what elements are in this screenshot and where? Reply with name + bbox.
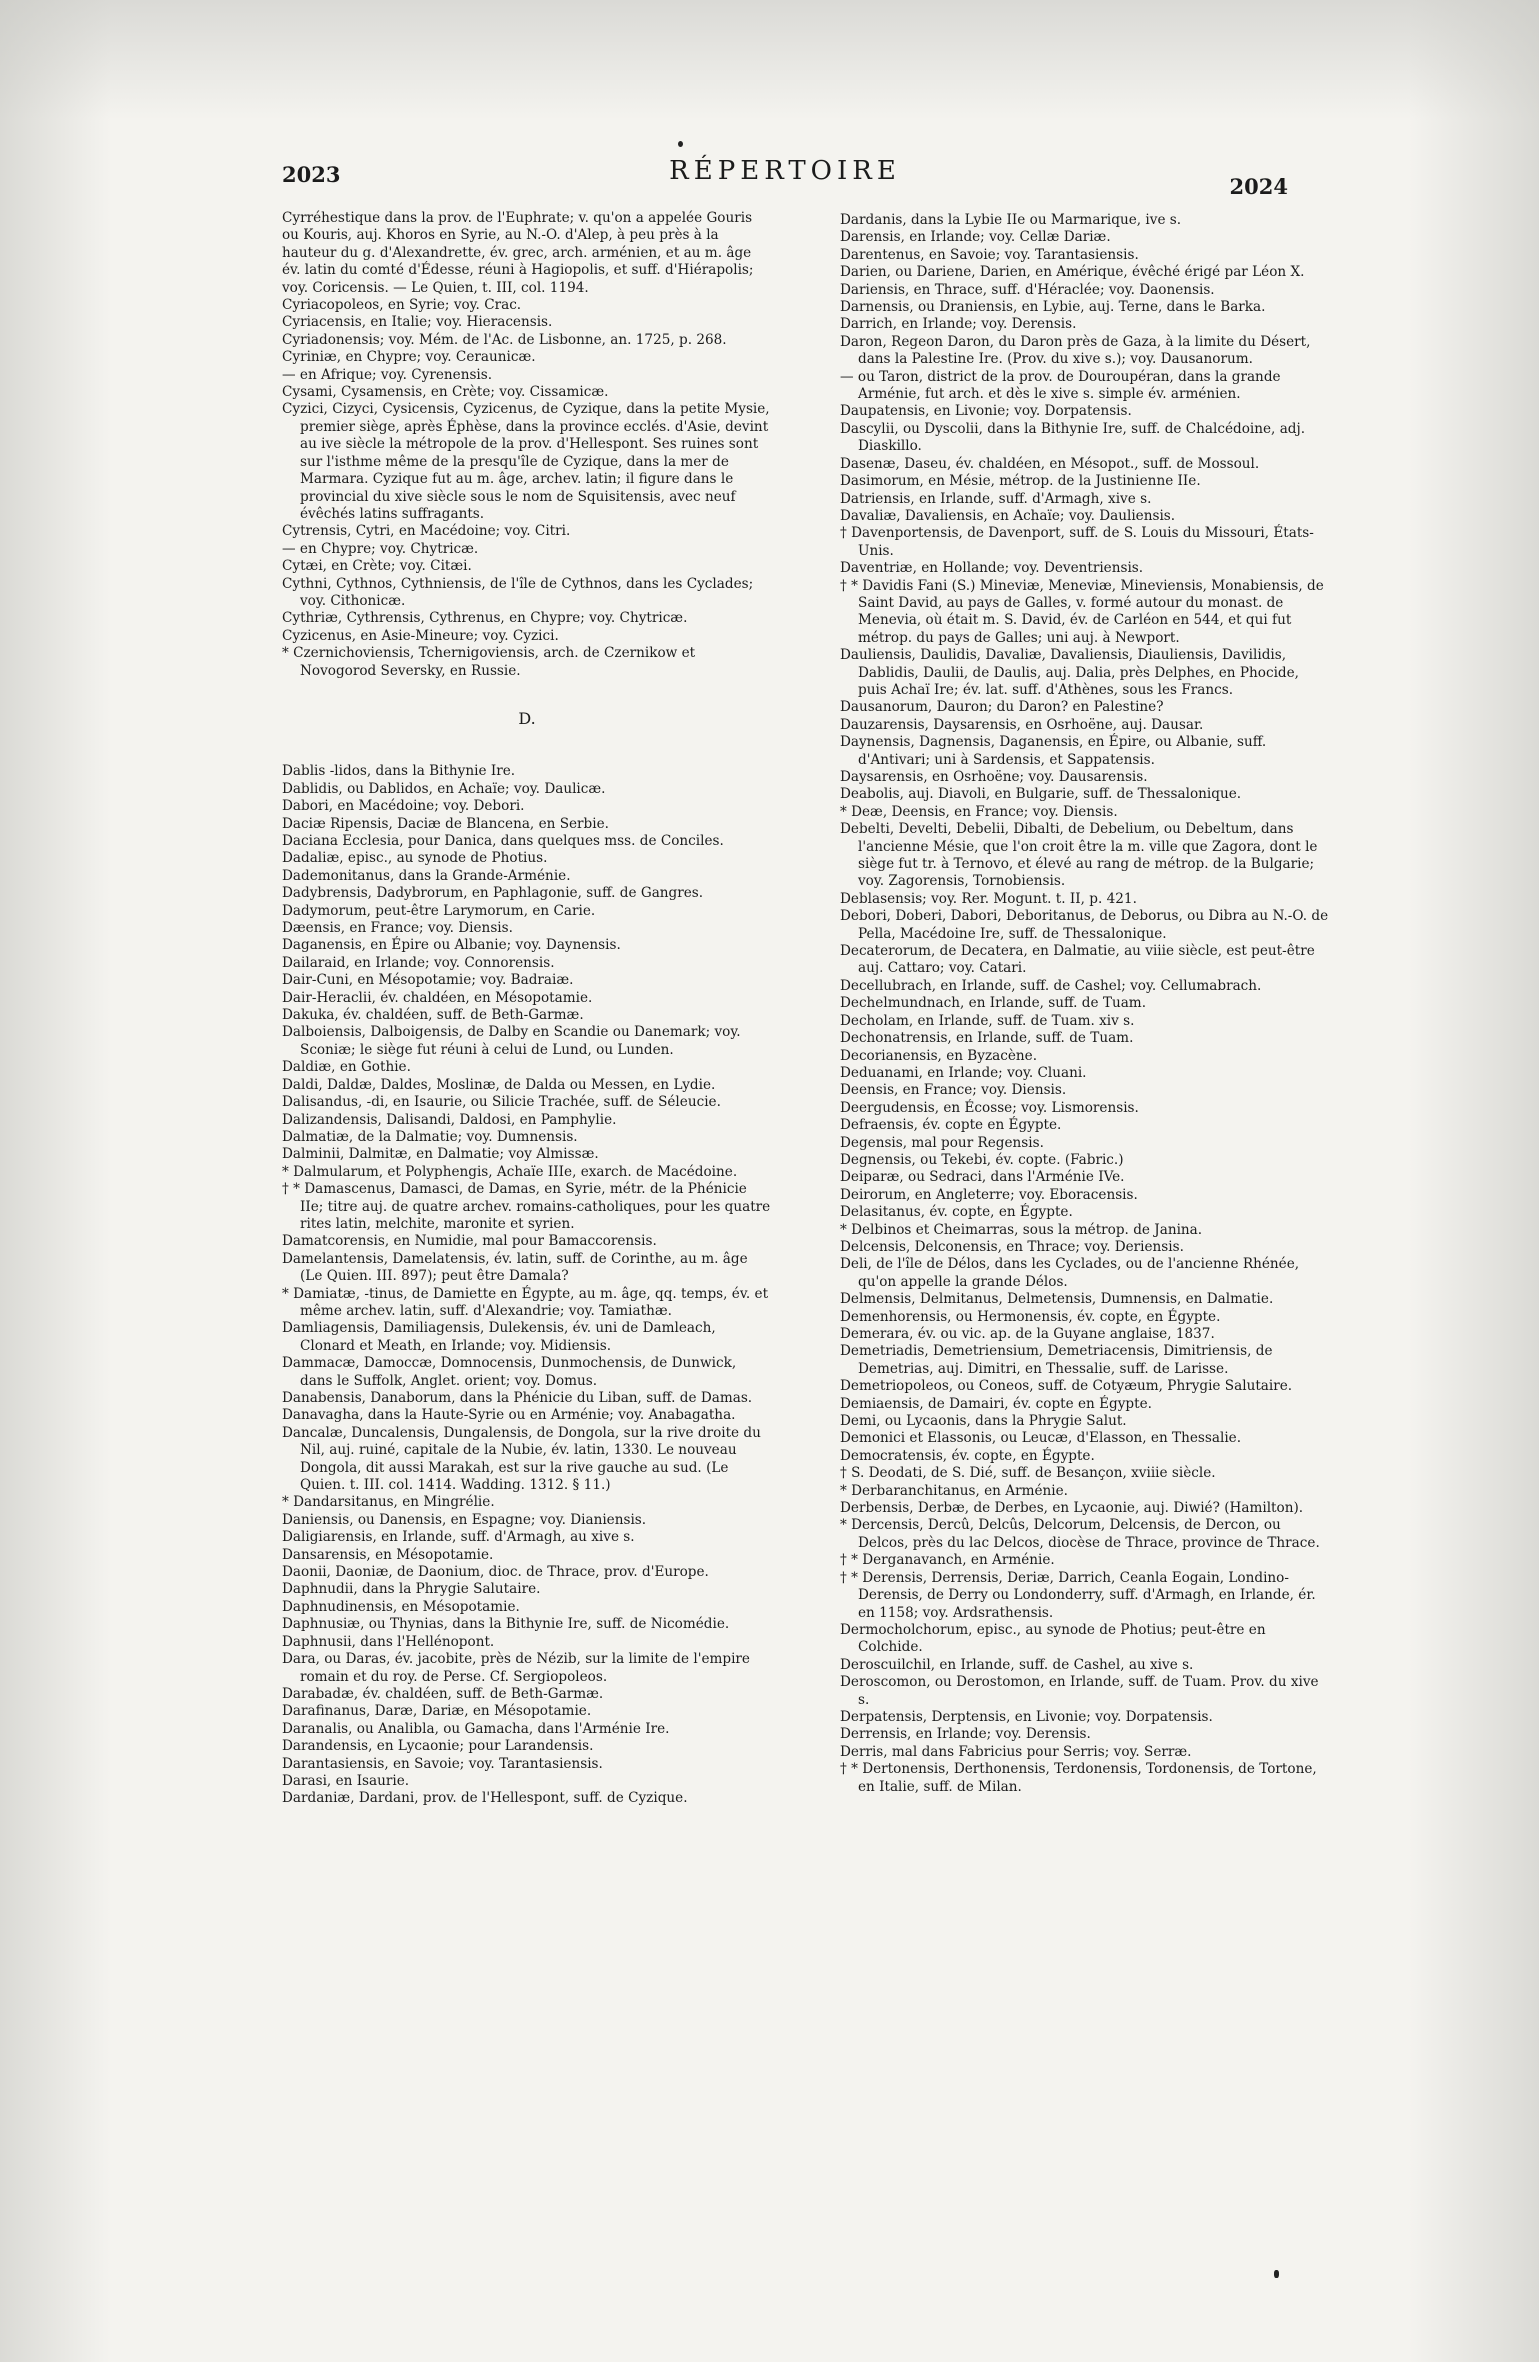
dictionary-entry: Dair-Heraclii, év. chaldéen, en Mésopotamie. — [282, 989, 593, 1006]
dictionary-entry: Darensis, en Irlande; voy. Cellæ Dariæ. — [840, 229, 1111, 246]
dictionary-entry: Dechelmundnach, en Irlande, suff. de Tuam. — [840, 995, 1147, 1012]
dictionary-entry: Delmensis, Delmitanus, Delmetensis, Dumnensis, en Dalmatie. — [840, 1291, 1274, 1308]
dictionary-entry: Cyriacensis, en Italie; voy. Hieracensis. — [282, 314, 553, 331]
dictionary-entry: Dardaniæ, Dardani, prov. de l'Hellespont, suff. de Cyzique. — [282, 1790, 688, 1807]
dictionary-entry: Decholam, en Irlande, suff. de Tuam. xiv s. — [840, 1012, 1135, 1029]
dictionary-entry: * Derbaranchitanus, en Arménie. — [840, 1482, 1068, 1499]
dictionary-entry: * Deæ, Deensis, en France; voy. Diensis. — [840, 803, 1118, 820]
section-heading: D. — [518, 708, 536, 728]
dictionary-entry: Dabori, en Macédoine; voy. Debori. — [282, 798, 525, 815]
dictionary-entry: Daonii, Daoniæ, de Daonium, dioc. de Thrace, prov. d'Europe. — [282, 1564, 709, 1581]
dictionary-entry: Debori, Doberi, Dabori, Deboritanus, de Deborus, ou Dibra au N.-O. de Pella, Macédoine Ire, suff. de Thessalonique. — [840, 908, 1329, 942]
dictionary-entry: Cythni, Cythnos, Cythniensis, de l'île de Cythnos, dans les Cyclades; voy. Cithonicæ. — [282, 575, 754, 609]
dictionary-entry: * Damiatæ, -tinus, de Damiette en Égypte, au m. âge, qq. temps, év. et même archev. latin, suff. d'Alexandrie; voy. Tamiathæ. — [282, 1285, 769, 1319]
dictionary-entry: Dammacæ, Damoccæ, Domnocensis, Dunmochensis, de Dunwick, dans le Suffolk, Anglet. orient; voy. Domus. — [282, 1355, 737, 1389]
running-title: RÉPERTOIRE — [669, 156, 901, 186]
dictionary-entry: * Czernichoviensis, Tchernigoviensis, arch. de Czernikow et Novogorod Seversky, en Russie. — [282, 645, 696, 679]
scan-border-right — [1409, 0, 1539, 2362]
dictionary-entry: Deirorum, en Angleterre; voy. Eboracensis. — [840, 1186, 1138, 1203]
dictionary-entry: Daupatensis, en Livonie; voy. Dorpatensis. — [840, 403, 1132, 420]
dictionary-entry: Dascylii, ou Dyscolii, dans la Bithynie Ire, suff. de Chalcédoine, adj. Diaskillo. — [840, 420, 1306, 455]
dictionary-entry: Dausanorum, Dauron; du Daron? en Palestine? — [840, 699, 1164, 716]
entry-list-d-continued — [840, 212, 1332, 1796]
ink-speck — [678, 141, 683, 147]
dictionary-entry: * Dandarsitanus, en Mingrélie. — [282, 1494, 495, 1511]
dictionary-entry: Decorianensis, en Byzacène. — [840, 1047, 1038, 1064]
dictionary-entry: Daciæ Ripensis, Daciæ de Blancena, en Serbie. — [282, 815, 609, 832]
dictionary-entry: Defraensis, év. copte en Égypte. — [840, 1117, 1062, 1134]
dictionary-entry: Dalmatiæ, de la Dalmatie; voy. Dumnensis. — [282, 1128, 578, 1145]
dictionary-entry: Davaliæ, Davaliensis, en Achaïe; voy. Dauliensis. — [840, 507, 1176, 524]
dictionary-entry: Dauzarensis, Daysarensis, en Osrhoëne, auj. Dausar. — [840, 716, 1204, 733]
dictionary-entry: Dauliensis, Daulidis, Davaliæ, Davaliensis, Diauliensis, Davilidis, Dablidis, Daulii, de Daulis, auj. Dalia, près Delphes, en Phocide, puis Achaï Ire; év. lat. suff. d'Athènes, sous les Francs. — [840, 647, 1300, 698]
dictionary-entry: Daynensis, Dagnensis, Daganensis, en Épire, ou Albanie, suff. d'Antivari; uni à Sardensis, et Sappatensis. — [840, 734, 1267, 768]
dictionary-entry: Demonici et Elassonis, ou Leucæ, d'Elasson, en Thessalie. — [840, 1430, 1242, 1447]
dictionary-entry: Daphnudii, dans la Phrygie Salutaire. — [282, 1581, 541, 1598]
dictionary-entry: Dadymorum, peut-être Larymorum, en Carie. — [282, 902, 596, 919]
dictionary-entry: Demerara, év. ou vic. ap. de la Guyane anglaise, 1837. — [840, 1326, 1215, 1342]
dictionary-entry: Deabolis, auj. Diavoli, en Bulgarie, suff. de Thessalonique. — [840, 786, 1242, 803]
entry-list-c — [282, 297, 772, 680]
dictionary-entry: Deiparæ, ou Sedraci, dans l'Arménie IVe. — [840, 1169, 1125, 1186]
dictionary-entry: Deroscomon, ou Derostomon, en Irlande, suff. de Tuam. Prov. du xive s. — [840, 1674, 1319, 1708]
page-number-left: 2023 — [282, 162, 341, 187]
dictionary-entry: Deroscuilchil, en Irlande, suff. de Cashel, au xive s. — [840, 1656, 1194, 1673]
dictionary-entry: Danabensis, Danaborum, dans la Phénicie du Liban, suff. de Damas. — [282, 1390, 753, 1406]
dictionary-entry: Damelantensis, Damelatensis, év. latin, suff. de Corinthe, au m. âge (Le Quien. III. 897); peut être Damala? — [282, 1250, 748, 1285]
dictionary-entry: Cytrensis, Cytri, en Macédoine; voy. Citri. — [282, 523, 571, 540]
dictionary-entry: Darien, ou Dariene, Darien, en Amérique, évêché érigé par Léon X. — [840, 264, 1305, 281]
dictionary-entry: Delasitanus, év. copte, en Égypte. — [840, 1204, 1073, 1221]
dictionary-entry: Daphnusiæ, ou Thynias, dans la Bithynie Ire, suff. de Nicomédie. — [282, 1616, 730, 1633]
scan-border-top — [0, 0, 1539, 120]
dictionary-entry: * Dalmularum, et Polyphengis, Achaïe IIIe, exarch. de Macédoine. — [282, 1163, 738, 1180]
dictionary-entry: Dadaliæ, episc., au synode de Photius. — [282, 850, 548, 867]
dictionary-entry: Daron, Regeon Daron, du Daron près de Gaza, à la limite du Désert, dans la Palestine Ire. (Prov. du xive s.); voy. Dausanorum. — [840, 333, 1311, 368]
dictionary-entry: Demiaensis, de Damairi, év. copte en Égypte. — [840, 1395, 1152, 1412]
dictionary-entry: † * Dertonensis, Derthonensis, Terdonensis, Tordonensis, de Tortone, en Italie, suff. de Milan. — [840, 1761, 1317, 1795]
dictionary-entry: † S. Deodati, de S. Dié, suff. de Besançon, xviiie siècle. — [840, 1465, 1216, 1482]
dictionary-entry: Dermocholchorum, episc., au synode de Photius; peut-être en Colchide. — [840, 1621, 1266, 1656]
dictionary-entry: Degensis, mal pour Regensis. — [840, 1134, 1044, 1151]
dictionary-entry: Damatcorensis, en Numidie, mal pour Bamaccorensis. — [282, 1233, 657, 1250]
dictionary-entry: Deensis, en France; voy. Diensis. — [840, 1082, 1067, 1099]
dictionary-entry: Danavagha, dans la Haute-Syrie ou en Arménie; voy. Anabagatha. — [282, 1407, 736, 1424]
dictionary-entry: † * Derganavanch, en Arménie. — [840, 1552, 1055, 1569]
dictionary-entry: * Dercensis, Dercû, Delcûs, Delcorum, Delcensis, de Dercon, ou Delcos, près du lac Delcos, diocèse de Thrace, province de Thrace. — [840, 1517, 1320, 1551]
dictionary-entry: — en Afrique; voy. Cyrenensis. — [282, 366, 493, 383]
dictionary-entry: Dariensis, en Thrace, suff. d'Héraclée; voy. Daonensis. — [840, 281, 1215, 298]
scan-border-left — [0, 0, 110, 2362]
dictionary-entry: Dadybrensis, Dadybrorum, en Paphlagonie, suff. de Gangres. — [282, 885, 704, 902]
dictionary-entry: Cyzicenus, en Asie-Mineure; voy. Cyzici. — [282, 627, 559, 644]
dictionary-entry: Dancalæ, Duncalensis, Dungalensis, de Dongola, sur la rive droite du Nil, auj. ruiné, capitale de la Nubie, év. latin, 1330. Le nouveau Dongola, dit aussi Marakah, est sur la rive gauche au sud. (Le Quien. t. III. col. 1414. Wadding. 1312. § 11.) — [282, 1424, 761, 1494]
right-column — [840, 212, 1332, 1796]
dictionary-entry: Darnensis, ou Draniensis, en Lybie, auj. Terne, dans le Barka. — [840, 299, 1266, 316]
dictionary-entry: † * Damascenus, Damasci, de Damas, en Syrie, métr. de la Phénicie IIe; titre auj. de quatre archev. romains-catholiques, pour les quatre rites latin, melchite, maronite et syrien. — [282, 1181, 771, 1232]
dictionary-entry: Dasimorum, en Mésie, métrop. de la Justinienne IIe. — [840, 473, 1201, 490]
dictionary-entry: Debelti, Develti, Debelii, Dibalti, de Debelium, ou Debeltum, dans l'ancienne Mésie, que l'on croit être la m. ville que Zagora, dont le siège fut tr. à Ternovo, et élevé au rang de métrop. de la Bulgarie; voy. Zagorensis, Tornobiensis. — [840, 821, 1318, 890]
dictionary-entry: Daciana Ecclesia, pour Danica, dans quelques mss. de Conciles. — [282, 833, 724, 849]
dictionary-entry: † * Derensis, Derrensis, Deriæ, Darrich, Ceanla Eogain, Londino-Derensis, de Derry ou Londonderry, suff. d'Armagh, en Irlande, ér. en 1158; voy. Ardsrathensis. — [840, 1569, 1316, 1621]
dictionary-entry: Cyriacopoleos, en Syrie; voy. Crac. — [282, 297, 522, 314]
dictionary-entry: Dardanis, dans la Lybie IIe ou Marmarique, ive s. — [840, 212, 1182, 228]
page-number-right: 2024 — [1229, 174, 1288, 199]
dictionary-entry: Dalizandensis, Dalisandi, Daldosi, en Pamphylie. — [282, 1111, 617, 1128]
dictionary-entry: Demi, ou Lycaonis, dans la Phrygie Salut. — [840, 1413, 1127, 1430]
dictionary-entry: — ou Taron, district de la prov. de Douroupéran, dans la grande Arménie, fut arch. et dès le xive s. simple év. arménien. — [840, 368, 1281, 403]
dictionary-entry: Dakuka, év. chaldéen, suff. de Beth-Garmæ. — [282, 1007, 584, 1024]
dictionary-entry: Dailaraid, en Irlande; voy. Connorensis. — [282, 954, 555, 971]
dictionary-entry: Cytæi, en Crète; voy. Citæi. — [282, 558, 472, 575]
dictionary-entry: Darasi, en Isaurie. — [282, 1772, 410, 1789]
dictionary-entry: Dasenæ, Daseu, év. chaldéen, en Mésopot., suff. de Mossoul. — [840, 455, 1260, 472]
dictionary-entry: Demetriopoleos, ou Coneos, suff. de Cotyæum, Phrygie Salutaire. — [840, 1378, 1293, 1395]
dictionary-entry: Dalisandus, -di, en Isaurie, ou Silicie Trachée, suff. de Séleucie. — [282, 1094, 721, 1111]
dictionary-entry: Cysami, Cysamensis, en Crète; voy. Cissamicæ. — [282, 384, 609, 401]
dictionary-entry: Dalboiensis, Dalboigensis, de Dalby en Scandie ou Danemark; voy. Sconiæ; le siège fut réuni à celui de Lund, ou Lunden. — [282, 1024, 741, 1058]
dictionary-entry: Cyriniæ, en Chypre; voy. Ceraunicæ. — [282, 349, 536, 366]
dictionary-entry: Derbensis, Derbæ, de Derbes, en Lycaonie, auj. Diwié? (Hamilton). — [840, 1500, 1304, 1517]
dictionary-entry: Dansarensis, en Mésopotamie. — [282, 1546, 494, 1563]
entry-list-d — [282, 763, 772, 1807]
dictionary-entry: Deblasensis; voy. Rer. Mogunt. t. II, p. 421. — [840, 890, 1137, 907]
dictionary-entry: Darandensis, en Lycaonie; pour Larandensis. — [282, 1738, 594, 1755]
dictionary-entry: Daranalis, ou Analibla, ou Gamacha, dans l'Arménie Ire. — [282, 1720, 670, 1737]
dictionary-entry: Delcensis, Delconensis, en Thrace; voy. Deriensis. — [840, 1238, 1184, 1255]
dictionary-entry: Cyzici, Cizyci, Cysicensis, Cyzicenus, de Cyzique, dans la petite Mysie, premier siège, après Éphèse, dans la province ecclés. d'Asie, devint au ive siècle la métropole de la prov. d'Hellespont. Ses ruines sont sur l'isthme même de la presqu'île de Cyzique, dans la mer de Marmara. Cyzique fut au m. âge, archev. latin; il figure dans le provincial du xive siècle sous le nom de Squisitensis, avec neuf évêchés latins suffragants. — [282, 401, 770, 522]
dictionary-entry: Darantasiensis, en Savoie; voy. Tarantasiensis. — [282, 1755, 603, 1772]
dictionary-entry: Datriensis, en Irlande, suff. d'Armagh, xive s. — [840, 490, 1152, 507]
dictionary-entry: Derris, mal dans Fabricius pour Serris; voy. Serræ. — [840, 1743, 1192, 1760]
dictionary-entry: Dalminii, Dalmitæ, en Dalmatie; voy Almissæ. — [282, 1146, 599, 1163]
dictionary-entry: Daldi, Daldæ, Daldes, Moslinæ, de Dalda ou Messen, en Lydie. — [282, 1076, 716, 1093]
dictionary-entry: Demenhorensis, ou Hermonensis, év. copte, en Égypte. — [840, 1308, 1221, 1325]
dictionary-entry: Daventriæ, en Hollande; voy. Deventriensis. — [840, 560, 1144, 577]
dictionary-entry: Demetriadis, Demetriensium, Demetriacensis, Dimitriensis, de Demetrias, auj. Dimitri, en Thessalie, suff. de Larisse. — [840, 1343, 1273, 1377]
dictionary-entry: Decellubrach, en Irlande, suff. de Cashel; voy. Cellumabrach. — [840, 977, 1262, 994]
dictionary-entry: Daphnudinensis, en Mésopotamie. — [282, 1598, 520, 1615]
dictionary-entry: Dæensis, en France; voy. Diensis. — [282, 920, 513, 937]
dictionary-entry: — en Chypre; voy. Chytricæ. — [282, 540, 479, 557]
dictionary-entry: Dademonitanus, dans la Grande-Arménie. — [282, 867, 571, 884]
dictionary-entry: * Delbinos et Cheimarras, sous la métrop. de Janina. — [840, 1221, 1203, 1238]
page-header — [282, 156, 1288, 199]
dictionary-entry: Decaterorum, de Decatera, en Dalmatie, au viiie siècle, est peut-être auj. Cattaro; voy. Catari. — [840, 943, 1315, 977]
dictionary-entry: Daniensis, ou Danensis, en Espagne; voy. Dianiensis. — [282, 1511, 647, 1528]
dictionary-entry: Cythriæ, Cythrensis, Cythrenus, en Chypre; voy. Chytricæ. — [282, 610, 688, 627]
dictionary-entry: Deli, de l'île de Délos, dans les Cyclades, ou de l'ancienne Rhénée, qu'on appelle la grande Délos. — [840, 1256, 1300, 1290]
dictionary-entry: Derpatensis, Derptensis, en Livonie; voy. Dorpatensis. — [840, 1708, 1213, 1725]
dictionary-entry: Deergudensis, en Écosse; voy. Lismorensis. — [840, 1099, 1139, 1116]
dictionary-entry: † * Davidis Fani (S.) Mineviæ, Meneviæ, Mineviensis, Monabiensis, de Saint David, au pays de Galles, v. formé autour du monast. de Menevia, où était m. S. David, év. de Carléon en 544, et qui fut métrop. du pays de Galles; uni auj. à Newport. — [840, 577, 1324, 646]
ink-speck — [1274, 2270, 1279, 2278]
dictionary-entry: † Davenportensis, de Davenport, suff. de S. Louis du Missouri, États-Unis. — [840, 525, 1314, 559]
dictionary-entry: Degnensis, ou Tekebi, év. copte. (Fabric.) — [840, 1151, 1124, 1168]
dictionary-entry: Darentenus, en Savoie; voy. Tarantasiensis. — [840, 246, 1139, 263]
dictionary-entry: Dara, ou Daras, év. jacobite, près de Nézib, sur la limite de l'empire romain et du roy. de Perse. Cf. Sergiopoleos. — [282, 1651, 750, 1685]
dictionary-entry: Daldiæ, en Gothie. — [282, 1059, 411, 1076]
dictionary-entry: Daphnusii, dans l'Hellénopont. — [282, 1633, 495, 1650]
dictionary-entry: Daganensis, en Épire ou Albanie; voy. Daynensis. — [282, 937, 621, 954]
left-column — [282, 210, 772, 1808]
dictionary-entry: Dablis -lidos, dans la Bithynie Ire. — [282, 763, 516, 780]
continued-entry: Cyrréhestique dans la prov. de l'Euphrate; v. qu'on a appelée Gouris ou Kouris, auj. Khoros en Syrie, au N.-O. d'Alep, à peu près à la hauteur du g. d'Alexandrette, év. grec, arch. arménien, et au m. âge év. latin du comté d'Édesse, réuni à Hagiopolis, et suff. d'Hiérapolis; voy. Coricensis. — Le Quien, t. III, col. 1194. — [282, 210, 754, 296]
dictionary-entry: Deduanami, en Irlande; voy. Cluani. — [840, 1064, 1087, 1081]
dictionary-entry: Dablidis, ou Dablidos, en Achaïe; voy. Daulicæ. — [282, 780, 606, 797]
dictionary-entry: Cyriadonensis; voy. Mém. de l'Ac. de Lisbonne, an. 1725, p. 268. — [282, 331, 727, 348]
dictionary-entry: Damliagensis, Damiliagensis, Dulekensis, év. uni de Damleach, Clonard et Meath, en Irlande; voy. Midiensis. — [282, 1320, 716, 1354]
dictionary-entry: Dechonatrensis, en Irlande, suff. de Tuam. — [840, 1030, 1134, 1047]
dictionary-entry: Darrich, en Irlande; voy. Derensis. — [840, 316, 1077, 333]
dictionary-entry: Daligiarensis, en Irlande, suff. d'Armagh, au xive s. — [282, 1529, 635, 1546]
dictionary-entry: Darabadæ, év. chaldéen, suff. de Beth-Garmæ. — [282, 1685, 604, 1702]
dictionary-entry: Democratensis, év. copte, en Égypte. — [840, 1447, 1095, 1464]
dictionary-entry: Dair-Cuni, en Mésopotamie; voy. Badraiæ. — [282, 972, 574, 989]
dictionary-entry: Derrensis, en Irlande; voy. Derensis. — [840, 1726, 1091, 1743]
dictionary-entry: Daysarensis, en Osrhoëne; voy. Dausarensis. — [840, 769, 1148, 785]
dictionary-entry: Darafinanus, Daræ, Dariæ, en Mésopotamie. — [282, 1703, 592, 1720]
